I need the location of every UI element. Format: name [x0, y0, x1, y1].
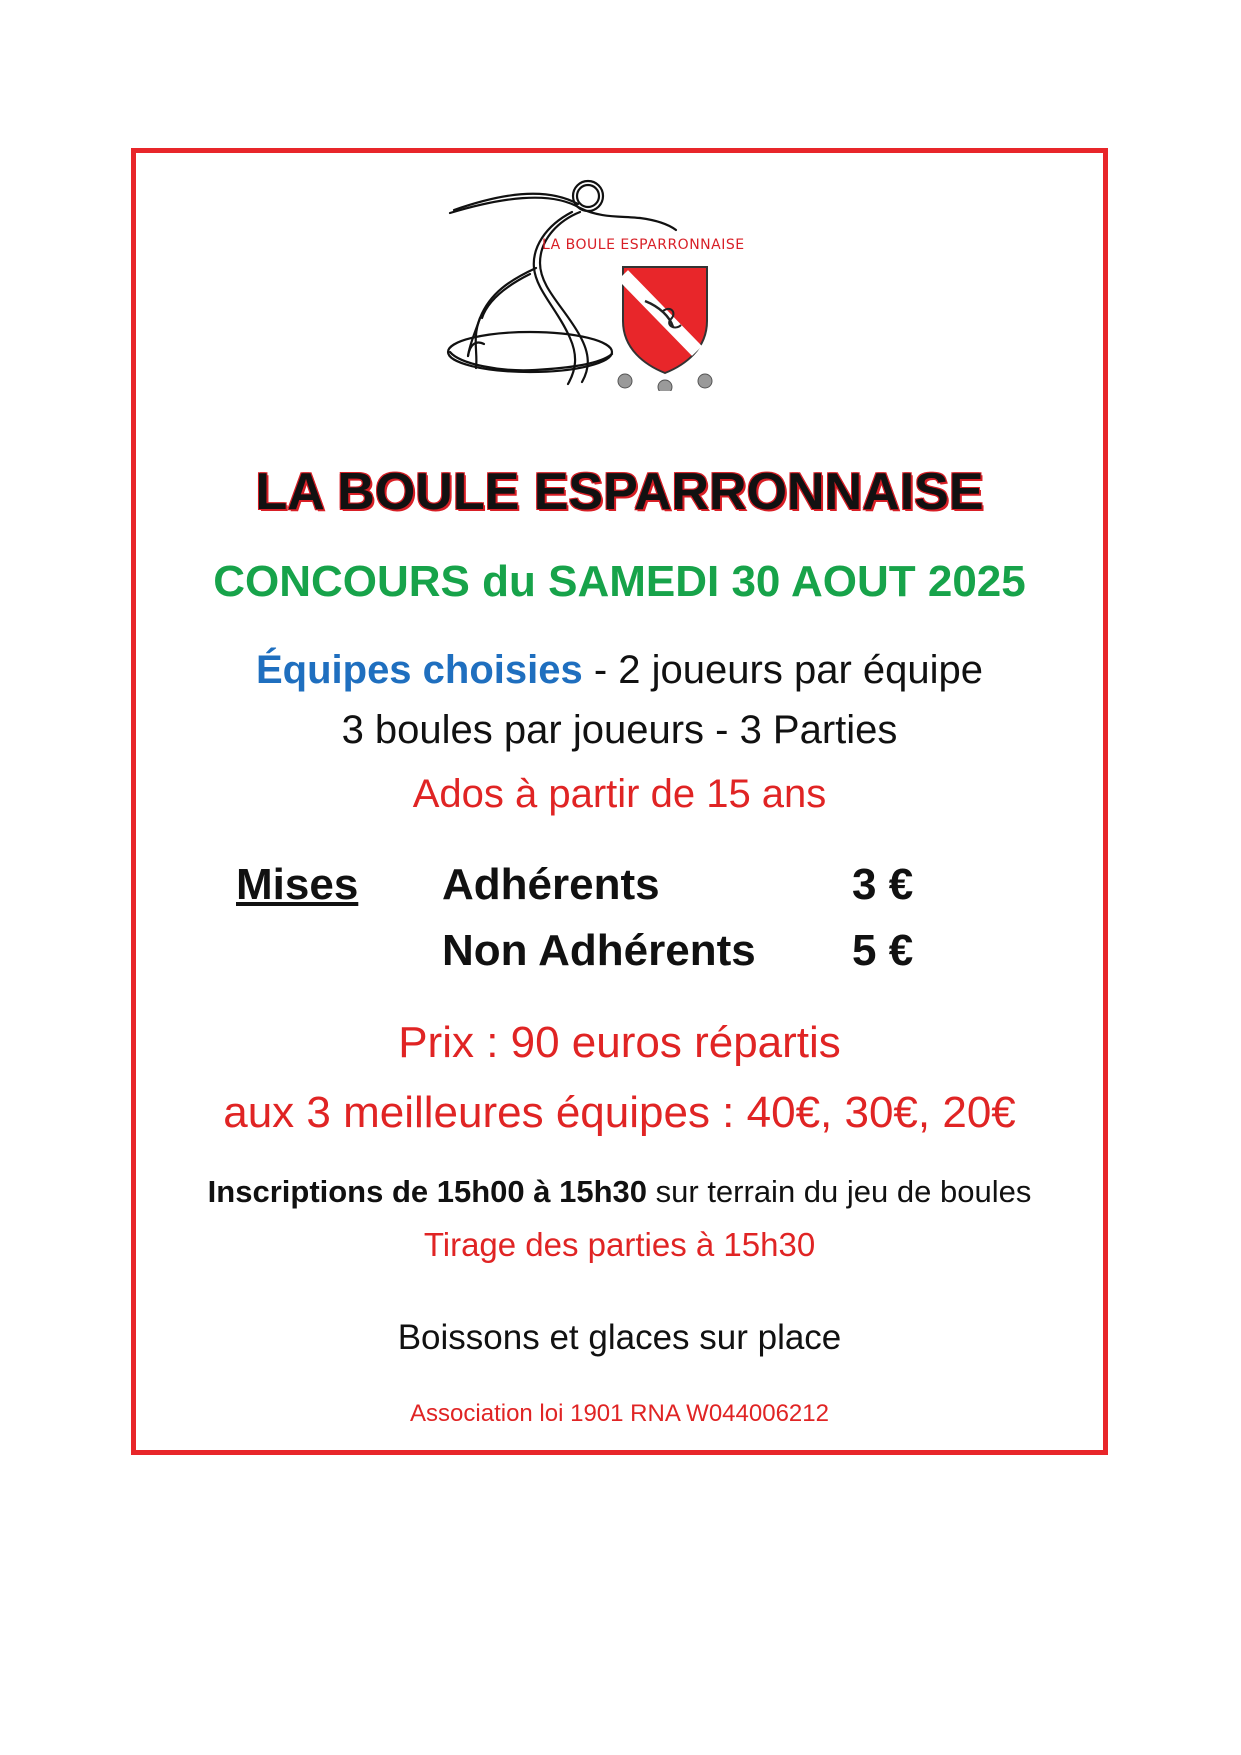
coat-of-arms-icon	[615, 261, 715, 391]
club-title: LA BOULE ESPARRONNAISE	[255, 463, 984, 521]
association-registration: Association loi 1901 RNA W044006212	[410, 1400, 829, 1427]
boules-format-line: 3 boules par joueurs - 3 Parties	[341, 708, 898, 752]
registration-info	[131, 1174, 1108, 1210]
fee-category-non-members: Non Adhérents	[442, 926, 756, 975]
logo-text: LA BOULE ESPARRONNAISE	[542, 237, 745, 253]
fee-price-members: 3 €	[852, 860, 914, 909]
fee-category-members: Adhérents	[442, 860, 660, 909]
age-requirement: Ados à partir de 15 ans	[412, 772, 827, 816]
team-format-rest: - 2 joueurs par équipe	[582, 648, 984, 692]
team-format-highlight: Équipes choisies	[255, 648, 583, 692]
event-date-heading: CONCOURS du SAMEDI 30 AOUT 2025	[213, 557, 1026, 606]
refreshments-info: Boissons et glaces sur place	[397, 1318, 842, 1357]
fee-price-non-members: 5 €	[852, 926, 914, 975]
prize-line-2: aux 3 meilleures équipes : 40€, 30€, 20€	[223, 1088, 1016, 1137]
club-logo	[440, 168, 800, 413]
prize-line-1: Prix : 90 euros répartis	[398, 1018, 841, 1067]
registration-location: sur terrain du jeu de boules	[647, 1174, 1032, 1209]
draw-time: Tirage des parties à 15h30	[423, 1226, 816, 1263]
registration-time: Inscriptions de 15h00 à 15h30	[207, 1174, 648, 1209]
fees-label: Mises	[236, 860, 359, 909]
team-format-line	[131, 648, 1108, 693]
